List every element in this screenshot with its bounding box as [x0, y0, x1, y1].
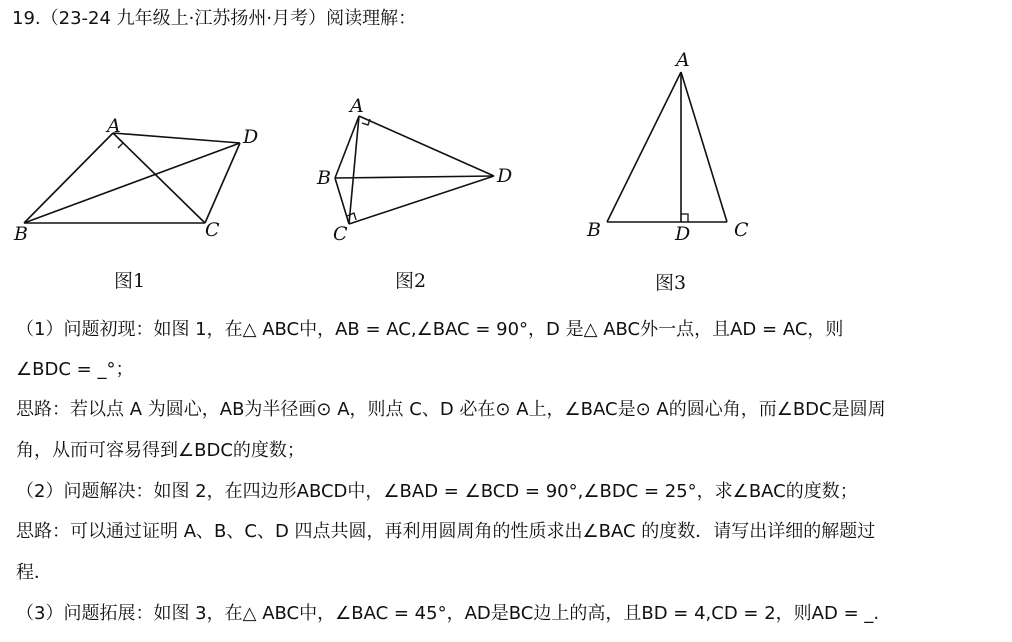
- fig2-label-D: D: [497, 165, 513, 187]
- fig2-label-A: A: [350, 95, 364, 117]
- fig2-label-C: C: [333, 223, 348, 245]
- part2-hint-line1: 思路：可以通过证明 A、B、C、D 四点共圆，再利用圆周角的性质求出∠BAC 的度数．请写出详细的解题过: [16, 521, 876, 542]
- part1-line1: （1）问题初现：如图 1，在△ ABC中，AB = AC,∠BAC = 90°，D 是△ ABC外一点，且AD = AC，则: [16, 319, 844, 340]
- part1-line2: ∠BDC = _°；: [16, 359, 134, 380]
- part1-hint-line2: 角，从而可容易得到∠BDC的度数；: [16, 440, 305, 461]
- fig1-label-C: C: [205, 219, 220, 241]
- fig1-label-A: A: [107, 115, 121, 137]
- figure-3: [607, 72, 727, 222]
- part1-hint-line1: 思路：若以点 A 为圆心，AB为半径画⊙ A，则点 C、D 必在⊙ A上，∠BAC是⊙ A的圆心角，而∠BDC是圆周: [16, 399, 886, 420]
- figure-2: [335, 116, 494, 224]
- part3-line1: （3）问题拓展：如图 3，在△ ABC中，∠BAC = 45°，AD是BC边上的高，且BD = 4,CD = 2，则AD = _.: [16, 603, 880, 624]
- part2-line1: （2）问题解决：如图 2，在四边形ABCD中，∠BAD = ∠BCD = 90°,∠BDC = 25°，求∠BAC的度数；: [16, 481, 858, 502]
- fig2-caption: 图2: [395, 270, 427, 292]
- fig3-label-C: C: [734, 219, 749, 241]
- part2-hint-line2: 程．: [16, 562, 52, 583]
- fig3-caption: 图3: [655, 272, 687, 294]
- fig3-label-A: A: [676, 49, 690, 71]
- fig2-label-B: B: [317, 167, 331, 189]
- fig1-caption: 图1: [114, 270, 146, 292]
- fig1-label-B: B: [14, 223, 28, 245]
- fig3-label-D: D: [675, 223, 691, 245]
- fig3-label-B: B: [587, 219, 601, 241]
- figure-1: [24, 133, 240, 223]
- question-title: 19.（23-24 九年级上·江苏扬州·月考）阅读理解：: [12, 8, 417, 29]
- fig1-label-D: D: [243, 126, 259, 148]
- figures-svg: [0, 40, 1012, 300]
